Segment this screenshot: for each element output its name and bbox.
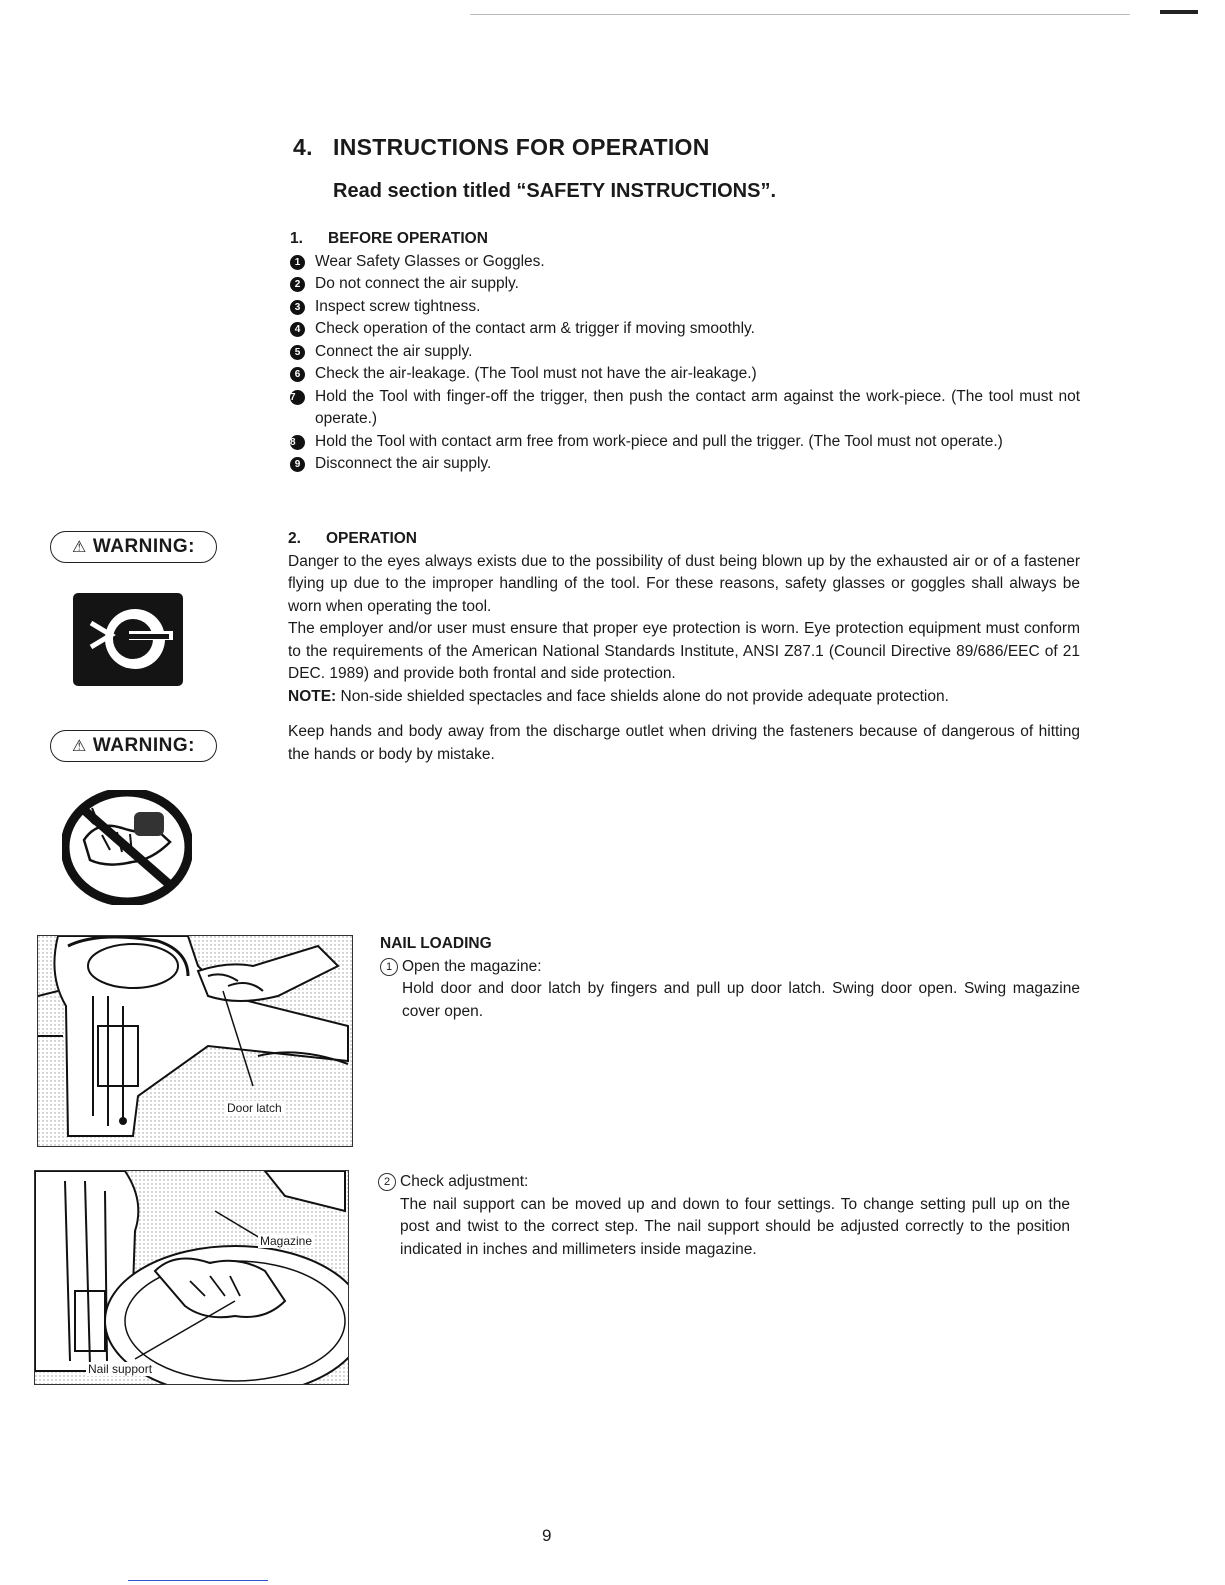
- figure-label-door-latch: Door latch: [227, 1101, 282, 1115]
- figure-label-magazine: Magazine: [260, 1234, 313, 1248]
- top-scan-line: [470, 14, 1130, 15]
- warning-triangle-icon: ⚠: [72, 539, 87, 556]
- section-heading: [293, 134, 710, 161]
- figure-label-nail-support: Nail support: [88, 1362, 153, 1376]
- warning-label-1: ⚠ WARNING:: [50, 531, 217, 563]
- number-badge-icon: 6: [290, 367, 305, 382]
- number-badge-icon: 1: [290, 255, 305, 270]
- step-2-title: 2 Check adjustment:: [378, 1171, 1070, 1194]
- step-1-text: Hold door and door latch by fingers and pull up door latch. Swing door open. Swing magazine cover open.: [402, 980, 1080, 1020]
- number-badge-icon: 7: [290, 390, 305, 405]
- top-scan-mark: [1160, 10, 1198, 14]
- circled-number-icon: 1: [380, 958, 398, 976]
- nail-loading-title: NAIL LOADING: [380, 935, 492, 952]
- check-adjustment-section: [378, 1171, 1070, 1261]
- operation-paragraph-1: Danger to the eyes always exists due to the possibility of dust being blown up by the exhausted air or of a fastener flying up due to the improper handling of the tool. For these reasons, safety glasses or goggles shall always be worn when operating the tool.: [288, 552, 1080, 615]
- list-item: 7 Hold the Tool with finger-off the trigger, then push the contact arm against the work-piece. (The tool must not operate.): [290, 387, 1080, 427]
- list-item: 6 Check the air-leakage. (The Tool must not have the air-leakage.): [290, 363, 1080, 386]
- figure-door-latch: [37, 935, 353, 1147]
- no-hands-icon: [62, 790, 192, 905]
- number-badge-icon: 9: [290, 457, 305, 472]
- circled-number-icon: 2: [378, 1173, 396, 1191]
- number-badge-icon: 4: [290, 322, 305, 337]
- bottom-scan-line: [128, 1580, 268, 1581]
- list-item: 8 Hold the Tool with contact arm free from work-piece and pull the trigger. (The Tool must not operate.): [290, 432, 1003, 450]
- number-badge-icon: 8: [290, 435, 305, 450]
- operation-paragraph-2: The employer and/or user must ensure that proper eye protection is worn. Eye protection equipment must conform to the requirements of the American National Standards Institute, ANSI Z87.1 (Council Directive 89/686/EEC of 21 DEC. 1989) and provide both frontal and side protection.: [288, 620, 1080, 682]
- operation-title: 2. OPERATION: [288, 530, 417, 547]
- page-number: 9: [542, 1526, 552, 1545]
- list-item: 4 Check operation of the contact arm & trigger if moving smoothly.: [290, 318, 1080, 341]
- step-2-text: The nail support can be moved up and down to four settings. To change setting pull up on the post and twist to the correct step. The nail support should be adjusted correctly to the position indicated in inches and millimeters inside magazine.: [400, 1195, 1070, 1258]
- number-badge-icon: 2: [290, 277, 305, 292]
- warning-triangle-icon: ⚠: [72, 738, 87, 755]
- section-number: 4.: [293, 134, 313, 160]
- list-item: 3 Inspect screw tightness.: [290, 296, 1080, 319]
- operation-note: NOTE: Non-side shielded spectacles and face shields alone do not provide adequate protection.: [288, 687, 949, 705]
- before-operation-section: [290, 228, 1080, 476]
- warning-label-2: ⚠ WARNING:: [50, 730, 217, 762]
- eye-protection-icon: [73, 593, 183, 686]
- number-badge-icon: 3: [290, 300, 305, 315]
- operation-section: [288, 528, 1080, 766]
- number-badge-icon: 5: [290, 345, 305, 360]
- section-title: INSTRUCTIONS FOR OPERATION: [333, 134, 710, 160]
- nail-loading-section: [380, 933, 1080, 1023]
- list-item: 2 Do not connect the air supply.: [290, 273, 1080, 296]
- list-item: 9 Disconnect the air supply.: [290, 453, 1080, 476]
- list-item: 1 Wear Safety Glasses or Goggles.: [290, 251, 1080, 274]
- list-item: 5 Connect the air supply.: [290, 341, 1080, 364]
- operation-paragraph-3: Keep hands and body away from the discharge outlet when driving the fasteners because of dangerous of hitting the hands or body by mistake.: [288, 723, 1080, 763]
- section-subtitle: Read section titled “SAFETY INSTRUCTIONS”.: [333, 180, 777, 202]
- figure-magazine: [34, 1170, 349, 1385]
- step-1-title: 1 Open the magazine:: [380, 956, 1080, 979]
- before-operation-list: [290, 251, 1080, 476]
- before-operation-title: 1. BEFORE OPERATION: [290, 230, 488, 247]
